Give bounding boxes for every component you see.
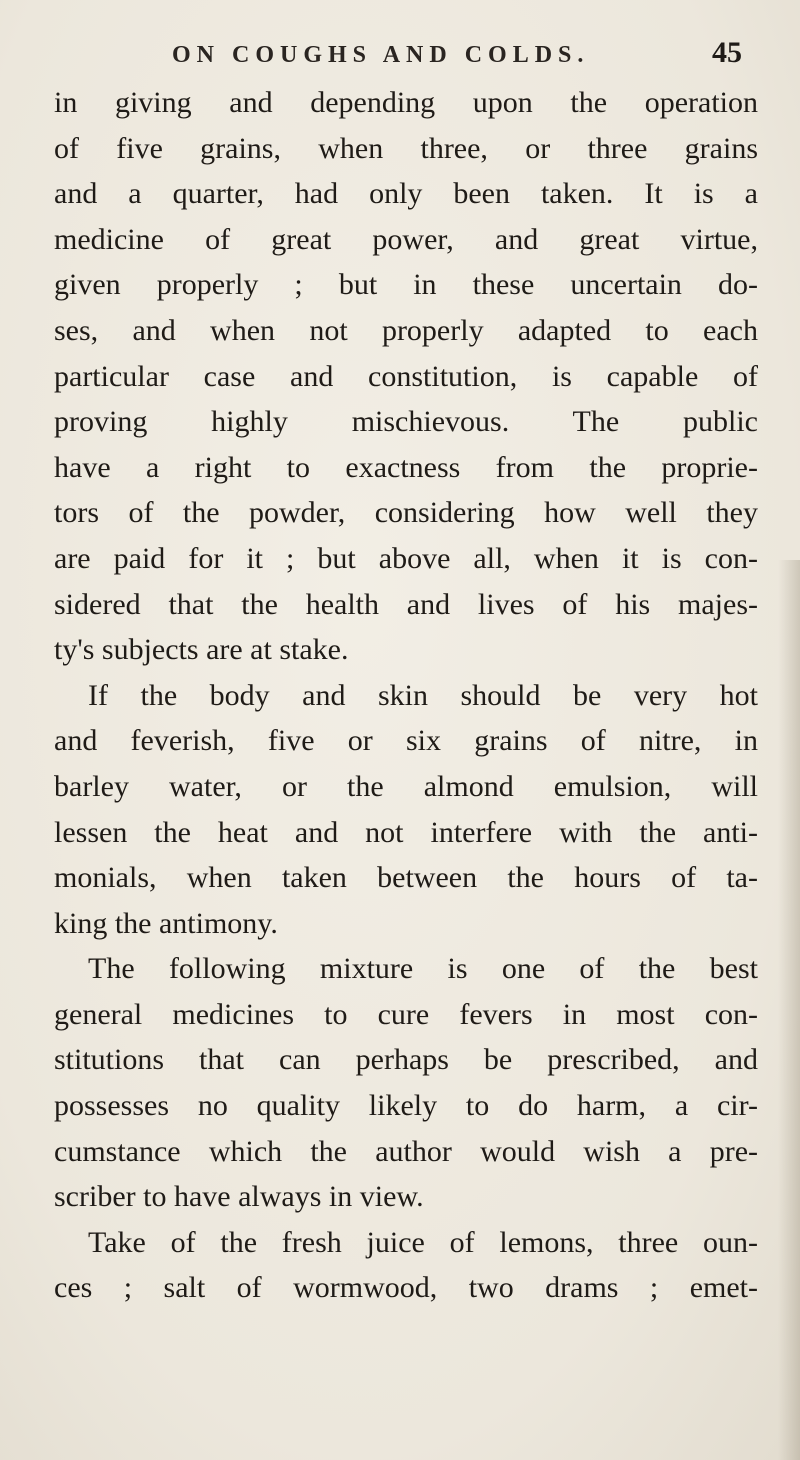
page-edge-shadow <box>778 560 800 1460</box>
text-line: ces ; salt of wormwood, two drams ; emet- <box>54 1271 758 1305</box>
text-line: medicine of great power, and great virtue, <box>54 222 758 256</box>
text-line: cumstance which the author would wish a pre- <box>54 1134 758 1168</box>
page-number: 45 <box>712 36 742 69</box>
text-line: of five grains, when three, or three grains <box>54 131 758 165</box>
text-line: possesses no quality likely to do harm, a cir- <box>54 1089 758 1123</box>
text-line: tors of the powder, considering how well they <box>54 496 758 530</box>
text-line: barley water, or the almond emulsion, will <box>54 769 758 803</box>
text-line: in giving and depending upon the operation <box>54 86 758 119</box>
text-line: particular case and constitution, is capable of <box>54 359 758 393</box>
text-line: general medicines to cure fevers in most con- <box>54 997 758 1031</box>
text-line: The following mixture is one of the best <box>88 952 758 986</box>
text-line: If the body and skin should be very hot <box>88 678 758 712</box>
text-line: Take of the fresh juice of lemons, three oun- <box>88 1225 758 1259</box>
running-head: ON COUGHS AND COLDS. <box>172 42 590 68</box>
text-line: scriber to have always in view. <box>54 1180 424 1214</box>
body-text <box>54 80 758 1311</box>
text-line: and feverish, five or six grains of nitre, in <box>54 724 758 758</box>
text-line: monials, when taken between the hours of ta- <box>54 861 758 895</box>
text-line: given properly ; but in these uncertain do- <box>54 268 758 302</box>
text-line: are paid for it ; but above all, when it is con- <box>54 541 758 575</box>
text-line: and a quarter, had only been taken. It is a <box>54 177 758 211</box>
text-line: lessen the heat and not interfere with the anti- <box>54 815 758 849</box>
text-line: ty's subjects are at stake. <box>54 633 349 667</box>
text-line: have a right to exactness from the proprie- <box>54 450 758 484</box>
text-line: sidered that the health and lives of his majes- <box>54 587 758 621</box>
text-line: stitutions that can perhaps be prescribed, and <box>54 1043 758 1077</box>
text-line: ses, and when not properly adapted to each <box>54 313 758 347</box>
text-line: proving highly mischievous. The public <box>54 405 758 439</box>
page-header <box>172 36 742 72</box>
text-line: king the antimony. <box>54 906 278 940</box>
